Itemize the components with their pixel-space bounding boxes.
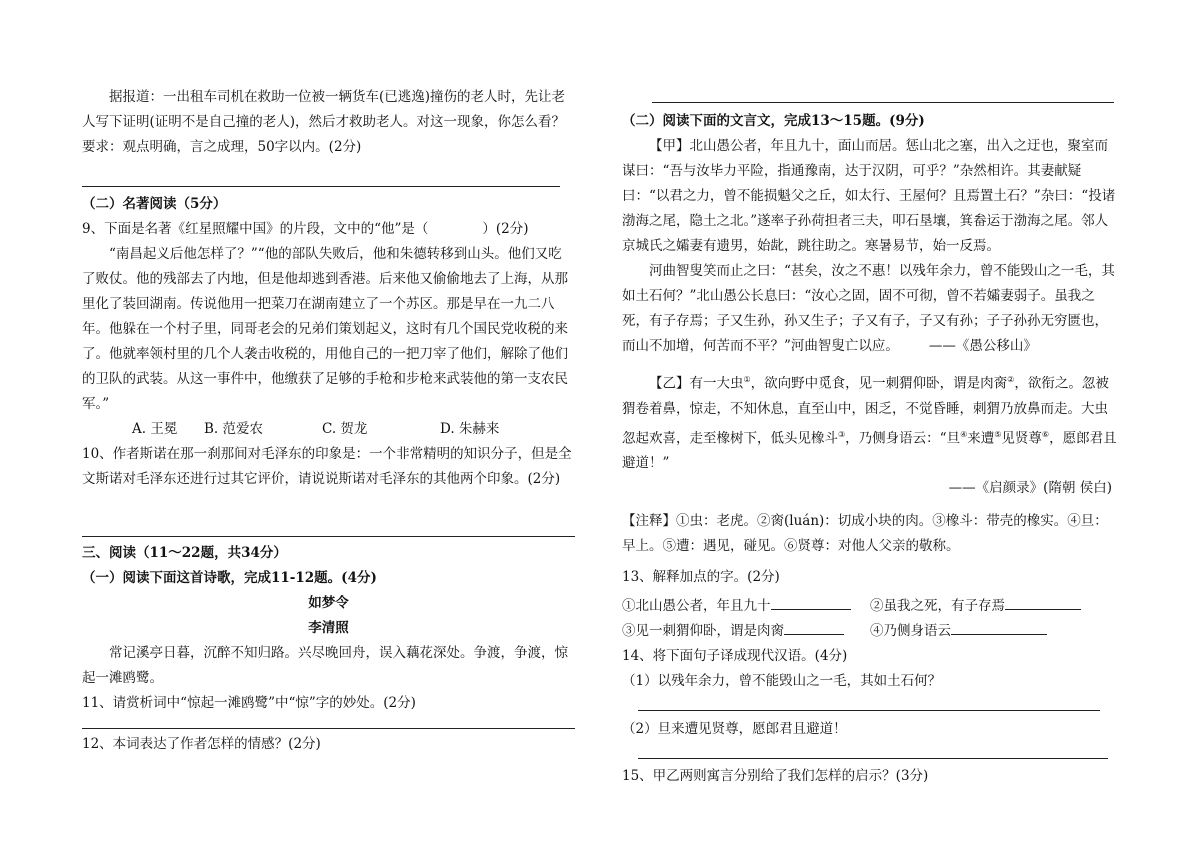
- q12-text: 12、本词表达了作者怎样的情感？(2分): [82, 736, 321, 752]
- passage-jia-source: ——《愚公移山》: [928, 338, 1037, 354]
- poem-text: 常记溪亭日暮，沉醉不知归路。兴尽晚回舟，误入藕花深处。争渡，争渡，惊起一滩鸥鹭。: [82, 645, 568, 686]
- q13-item-1: ①北山愚公者，年且九十: [622, 598, 771, 614]
- answer-line: [652, 102, 1114, 103]
- passage-yi: 【乙】有一大虫①，欲向野中觅食，见一刺猬仰卧，谓是肉脔②，欲衔之。忽被猬卷着鼻，惊走，不知休息，直至山中，困乏，不觉昏睡，刺猬乃放鼻而走。大虫忽起欢喜，走至橡树下，低头见橡斗③，乃侧身语云：“旦④来遭⑤见贤尊⑥，愿郎君且避道！”: [622, 375, 1117, 471]
- passage-yi-source: ——《启颜录》(隋朝 侯白): [948, 480, 1112, 496]
- left-column: [82, 80, 575, 757]
- poem-author: 李清照: [308, 620, 349, 636]
- q9-option-a: A. 王冕: [132, 421, 178, 437]
- poem-title: 如梦令: [308, 595, 349, 611]
- q13-item-4: ④乃侧身语云: [870, 623, 951, 639]
- sub2-title: （二）阅读下面的文言文，完成13～15题。(9分): [622, 113, 925, 129]
- q14-sentence-1: （1）以残年余力，曾不能毁山之一毛，其如土石何？: [622, 673, 942, 689]
- q13-item-2: ②虽我之死，有子存焉: [870, 598, 1005, 614]
- q13-row-2: [622, 619, 1118, 644]
- passage-jia-p1: 【甲】北山愚公者，年且九十，面山而居。惩山北之塞，出入之迂也，聚室而谋曰：“吾与汝毕力平险，指通豫南，达于汉阴，可乎？”杂然相许。其妻献疑曰：“以君之力，曾不能损魁父之丘，如太行、王屋何？且焉置土石？”杂曰：“投诸渤海之尾，隐土之北。”遂率子孙荷担者三夫，叩石垦壤，箕畚运于渤海之尾。邻人京城氏之孀妻有遗男，始龀，跳往助之。寒暑易节，始一反焉。: [622, 138, 1116, 254]
- section3-title: 三、阅读（11～22题，共34分）: [82, 545, 287, 561]
- answer-line: [82, 186, 560, 187]
- q11-text: 11、请赏析词中“惊起一滩鸥鹭”中“惊”字的妙处。(2分): [82, 695, 416, 711]
- q13-blank-3[interactable]: [784, 620, 844, 635]
- q14-text: 14、将下面句子译成现代汉语。(4分): [622, 648, 848, 664]
- q14-sentence-2: （2）旦来遭见贤尊，愿郎君且避道！: [622, 721, 847, 737]
- q15-text: 15、甲乙两则寓言分别给了我们怎样的启示？(3分): [622, 768, 929, 784]
- q9-option-c: C. 贺龙: [322, 421, 368, 437]
- q13-blank-1[interactable]: [771, 595, 851, 610]
- answer-line: [82, 536, 575, 537]
- answer-line: [638, 710, 1100, 711]
- q9-option-d: D. 朱赫来: [440, 421, 500, 437]
- q13-blank-4[interactable]: [951, 620, 1047, 635]
- q13-text: 13、解释加点的字。(2分): [622, 569, 780, 585]
- sub1-title: （一）阅读下面这首诗歌，完成11-12题。(4分): [82, 570, 377, 586]
- right-column: [622, 80, 1118, 789]
- q9-option-b: B. 范爱农: [204, 421, 264, 437]
- passage-jia-p2: 河曲智叟笑而止之曰：“甚矣，汝之不惠！以残年余力，曾不能毁山之一毛，其如土石何？”北山愚公长息曰：“汝心之固，固不可彻，曾不若孀妻弱子。虽我之死，有子存焉；子又生孙，孙又生子；子又有子，子又有孙；子子孙孙无穷匮也，而山不加增，何苦而不平？”河曲智叟亡以应。 ——《愚公移山》: [622, 263, 1115, 354]
- q13-row-1: [622, 594, 1118, 619]
- answer-line: [638, 758, 1108, 759]
- q13-blank-2[interactable]: [1005, 595, 1081, 610]
- section2-title: （二）名著阅读（5分）: [82, 196, 227, 212]
- q9-options: [82, 417, 575, 442]
- q9-text: 9、下面是名著《红星照耀中国》的片段，文中的“他”是（ ）(2分): [82, 221, 529, 237]
- q10-text: 10、作者斯诺在那一刹那间对毛泽东的印象是：一个非常精明的知识分子，但是全文斯诺对毛泽东还进行过其它评价，请说说斯诺对毛泽东的其他两个印象。(2分): [82, 446, 572, 487]
- q9-passage: “南昌起义后他怎样了？”“他的部队失败后，他和朱德转移到山头。他们又吃了败仗。他的残部去了内地，但是他却逃到香港。后来他又偷偷地去了上海，从那里化了装回湖南。传说他用一把菜刀在湖南建立了一个苏区。那是早在一九二八年。他躲在一个村子里，同哥老会的兄弟们策划起义，这时有几个国民党收税的来了。他就率领村里的几个人袭击收税的，用他自己的一把刀宰了他们，解除了他们的卫队的武装。从这一事件中，他缴获了足够的手枪和步枪来武装他的第一支农民军。”: [82, 246, 568, 412]
- intro-question: 据报道：一出租车司机在救助一位被一辆货车(已逃逸)撞伤的老人时，先让老人写下证明(证明不是自己撞的老人)，然后才救助老人。对这一现象，你怎么看？要求：观点明确，言之成理，50字以内。(2分): [82, 89, 566, 155]
- q13-item-3: ③见一刺猬仰卧，谓是肉脔: [622, 623, 784, 639]
- notes: 【注释】①虫：老虎。②脔(luán)：切成小块的肉。③橡斗：带壳的橡实。④旦：早上。⑤遭：遇见，碰见。⑥贤尊：对他人父亲的敬称。: [622, 513, 1108, 554]
- answer-line: [82, 728, 575, 729]
